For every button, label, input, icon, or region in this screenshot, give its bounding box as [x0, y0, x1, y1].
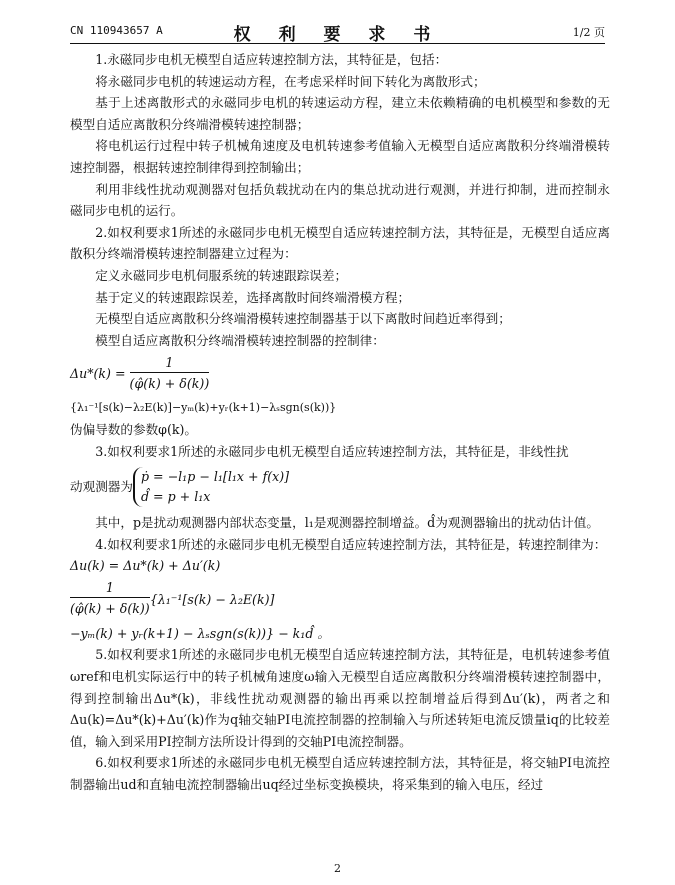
claim-2-equation-line2: {λ₁⁻¹[s(k)−λ₂E(k)]−yₘ(k)+yᵣ(k+1)−λₛsgn(s(k))}	[70, 401, 337, 415]
eq-denominator: (φ̂(k) + δ(k))	[129, 376, 210, 392]
eq-lhs: Δu*(k) =	[70, 366, 126, 382]
observer-equations	[133, 467, 289, 507]
claim-2-intro: 2.如权利要求1所述的永磁同步电机无模型自适应转速控制方法，其特征是，无模型自适应离散积分终端滑模转速控制器建立过程为：	[70, 224, 610, 262]
claim-3-description: 其中，p是扰动观测器内部状态变量，l₁是观测器控制增益。d̂为观测器输出的扰动估计值。	[95, 515, 599, 531]
document-number: CN 110943657 A	[70, 24, 163, 37]
eq4-numerator: 1	[70, 579, 150, 598]
eq4-brace: {λ₁⁻¹[s(k) − λ₂E(k)]	[149, 592, 275, 608]
claim-2-equation	[70, 351, 610, 397]
claim-2-step-2: 基于定义的转速跟踪误差，选择离散时间终端滑模方程；	[95, 289, 411, 305]
claim-1-step-2: 基于上述离散形式的永磁同步电机的转速运动方程，建立未依赖精确的电机模型和参数的无模型自适应离散积分终端滑模转速控制器；	[70, 95, 610, 132]
claim-2-step-1: 定义永磁同步电机伺服系统的转速跟踪误差；	[95, 267, 348, 283]
observer-prefix: 动观测器为	[70, 479, 133, 495]
observer-eq-1: ṗ = −l₁p − l₁[l₁x + f(x)]	[140, 469, 290, 485]
claim-4-eq-3: −yₘ(k) + yᵣ(k+1) − λₛsgn(s(k))} − k₁d̂ 。	[70, 625, 330, 641]
page-number: 2	[334, 862, 341, 875]
eq-numerator: 1	[130, 354, 210, 373]
claim-4-eq-2	[70, 577, 610, 623]
claim-2-step-3: 无模型自适应离散积分终端滑模转速控制器基于以下离散时间趋近率得到；	[95, 311, 511, 327]
page-header	[70, 22, 605, 45]
page-indicator: 1/2 页	[572, 26, 605, 39]
header-divider	[70, 43, 605, 44]
claim-1-step-4: 利用非线性扰动观测器对包括负载扰动在内的集总扰动进行观测，并进行抑制，进而控制永磁同步电机的运行。	[70, 181, 610, 219]
claim-3-intro: 3.如权利要求1所述的永磁同步电机无模型自适应转速控制方法，其特征是，非线性扰	[95, 443, 569, 459]
eq4-denominator: (φ̂(k) + δ(k))	[70, 601, 150, 617]
claim-4-eq-1: Δu(k) = Δu*(k) + Δu′(k)	[70, 558, 221, 574]
claim-6: 6.如权利要求1所述的永磁同步电机无模型自适应转速控制方法，其特征是，将交轴PI电流控制器输出ud和直轴电流控制器输出uq经过坐标变换模块，将采集到的输入电压，经过	[70, 755, 610, 793]
claim-2-step-4: 模型自适应离散积分终端滑模转速控制器的控制律：	[95, 332, 385, 348]
observer-eq-2: d̂ = p + l₁x	[140, 489, 211, 505]
claim-1-step-3: 将电机运行过程中转子机械角速度及电机转速参考值输入无模型自适应离散积分终端滑模转速控制器，根据转速控制律得到控制输出；	[70, 138, 610, 175]
eq-fraction	[130, 354, 210, 395]
claim-3-observer	[70, 462, 610, 512]
claim-4-intro: 4.如权利要求1所述的永磁同步电机无模型自适应转速控制方法，其特征是，转速控制律为：	[95, 536, 607, 552]
claim-1-intro: 1.永磁同步电机无模型自适应转速控制方法，其特征是，包括：	[95, 52, 448, 67]
eq4-fraction	[70, 579, 150, 620]
claim-2-step-5: 伪偏导数的参数φ(k)。	[70, 421, 198, 437]
document-title: 权 利 要 求 书	[233, 25, 442, 45]
claims-body	[70, 49, 610, 796]
claim-1-step-1: 将永磁同步电机的转速运动方程，在考虑采样时间下转化为离散形式；	[95, 73, 486, 89]
claim-5: 5.如权利要求1所述的永磁同步电机无模型自适应转速控制方法，其特征是，电机转速参考值ωref和电机实际运行中的转子机械角速度ω输入无模型自适应离散积分终端滑模转速控制器中，得到控制输出Δu*(k)，非线性扰动观测器的输出再乘以控制增益后得到Δu′(k)，两者之和Δu(k)=Δu*(k)+Δu′(k)作为q轴交轴PI电流控制器的控制输入与所述转矩电流反馈量iq的比较差值，输入到采用PI控制方法所设计得到的交轴PI电流控制器。	[70, 647, 610, 749]
